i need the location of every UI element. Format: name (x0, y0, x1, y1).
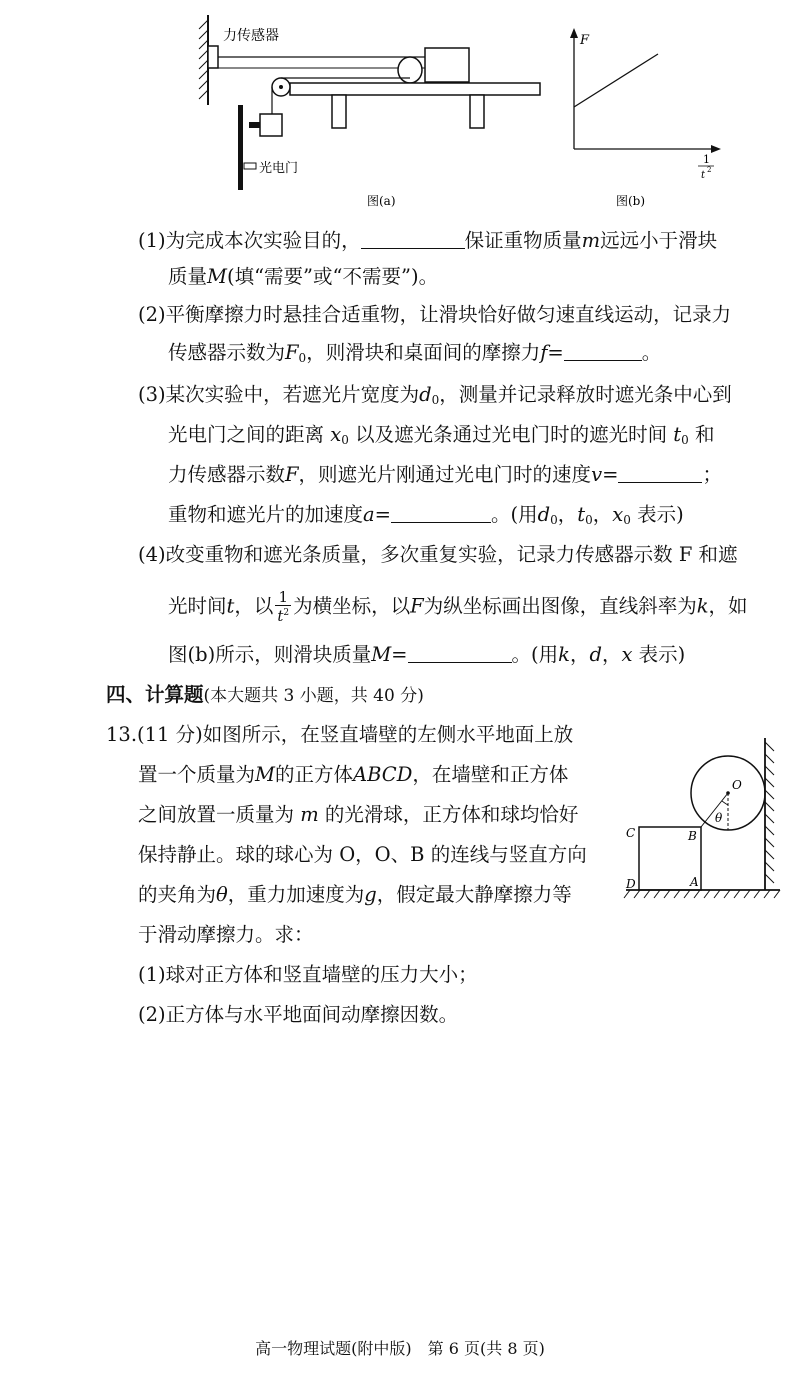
x-axis-label-num: 1 (703, 153, 710, 166)
label-C: C (626, 826, 636, 840)
caption-fig-a: 图(a) (367, 194, 396, 208)
label-D: D (626, 877, 636, 891)
y-axis-label: F (580, 33, 590, 48)
x-axis-label-den-sup: 2 (707, 166, 712, 174)
answer-blank-1 (361, 228, 465, 249)
label-O: O (732, 778, 742, 792)
figure-b (558, 24, 733, 214)
answer-blank-2 (564, 340, 642, 361)
label-A: A (690, 875, 699, 889)
answer-blank-5 (408, 642, 512, 663)
answer-blank-3 (618, 462, 702, 483)
label-theta: θ (715, 811, 723, 825)
answer-blank-4 (391, 502, 491, 523)
label-force-sensor: 力传感器 (223, 28, 279, 44)
x-axis-label-den: t (701, 170, 706, 181)
page-footer: 高一物理试题(附中版) 第 6 页(共 8 页) (255, 1339, 545, 1358)
figure-a (195, 10, 565, 210)
caption-fig-b: 图(b) (616, 194, 646, 208)
section-heading: 四、计算题(本大题共 3 小题，共 40 分) (106, 683, 424, 706)
figure-q13 (622, 730, 787, 905)
label-photogate: 光电门 (259, 161, 299, 176)
label-B: B (688, 829, 697, 843)
fraction-one-over-t-squared: $\frac{1}{t^2}$ (277, 588, 290, 625)
graph-line (574, 54, 658, 107)
